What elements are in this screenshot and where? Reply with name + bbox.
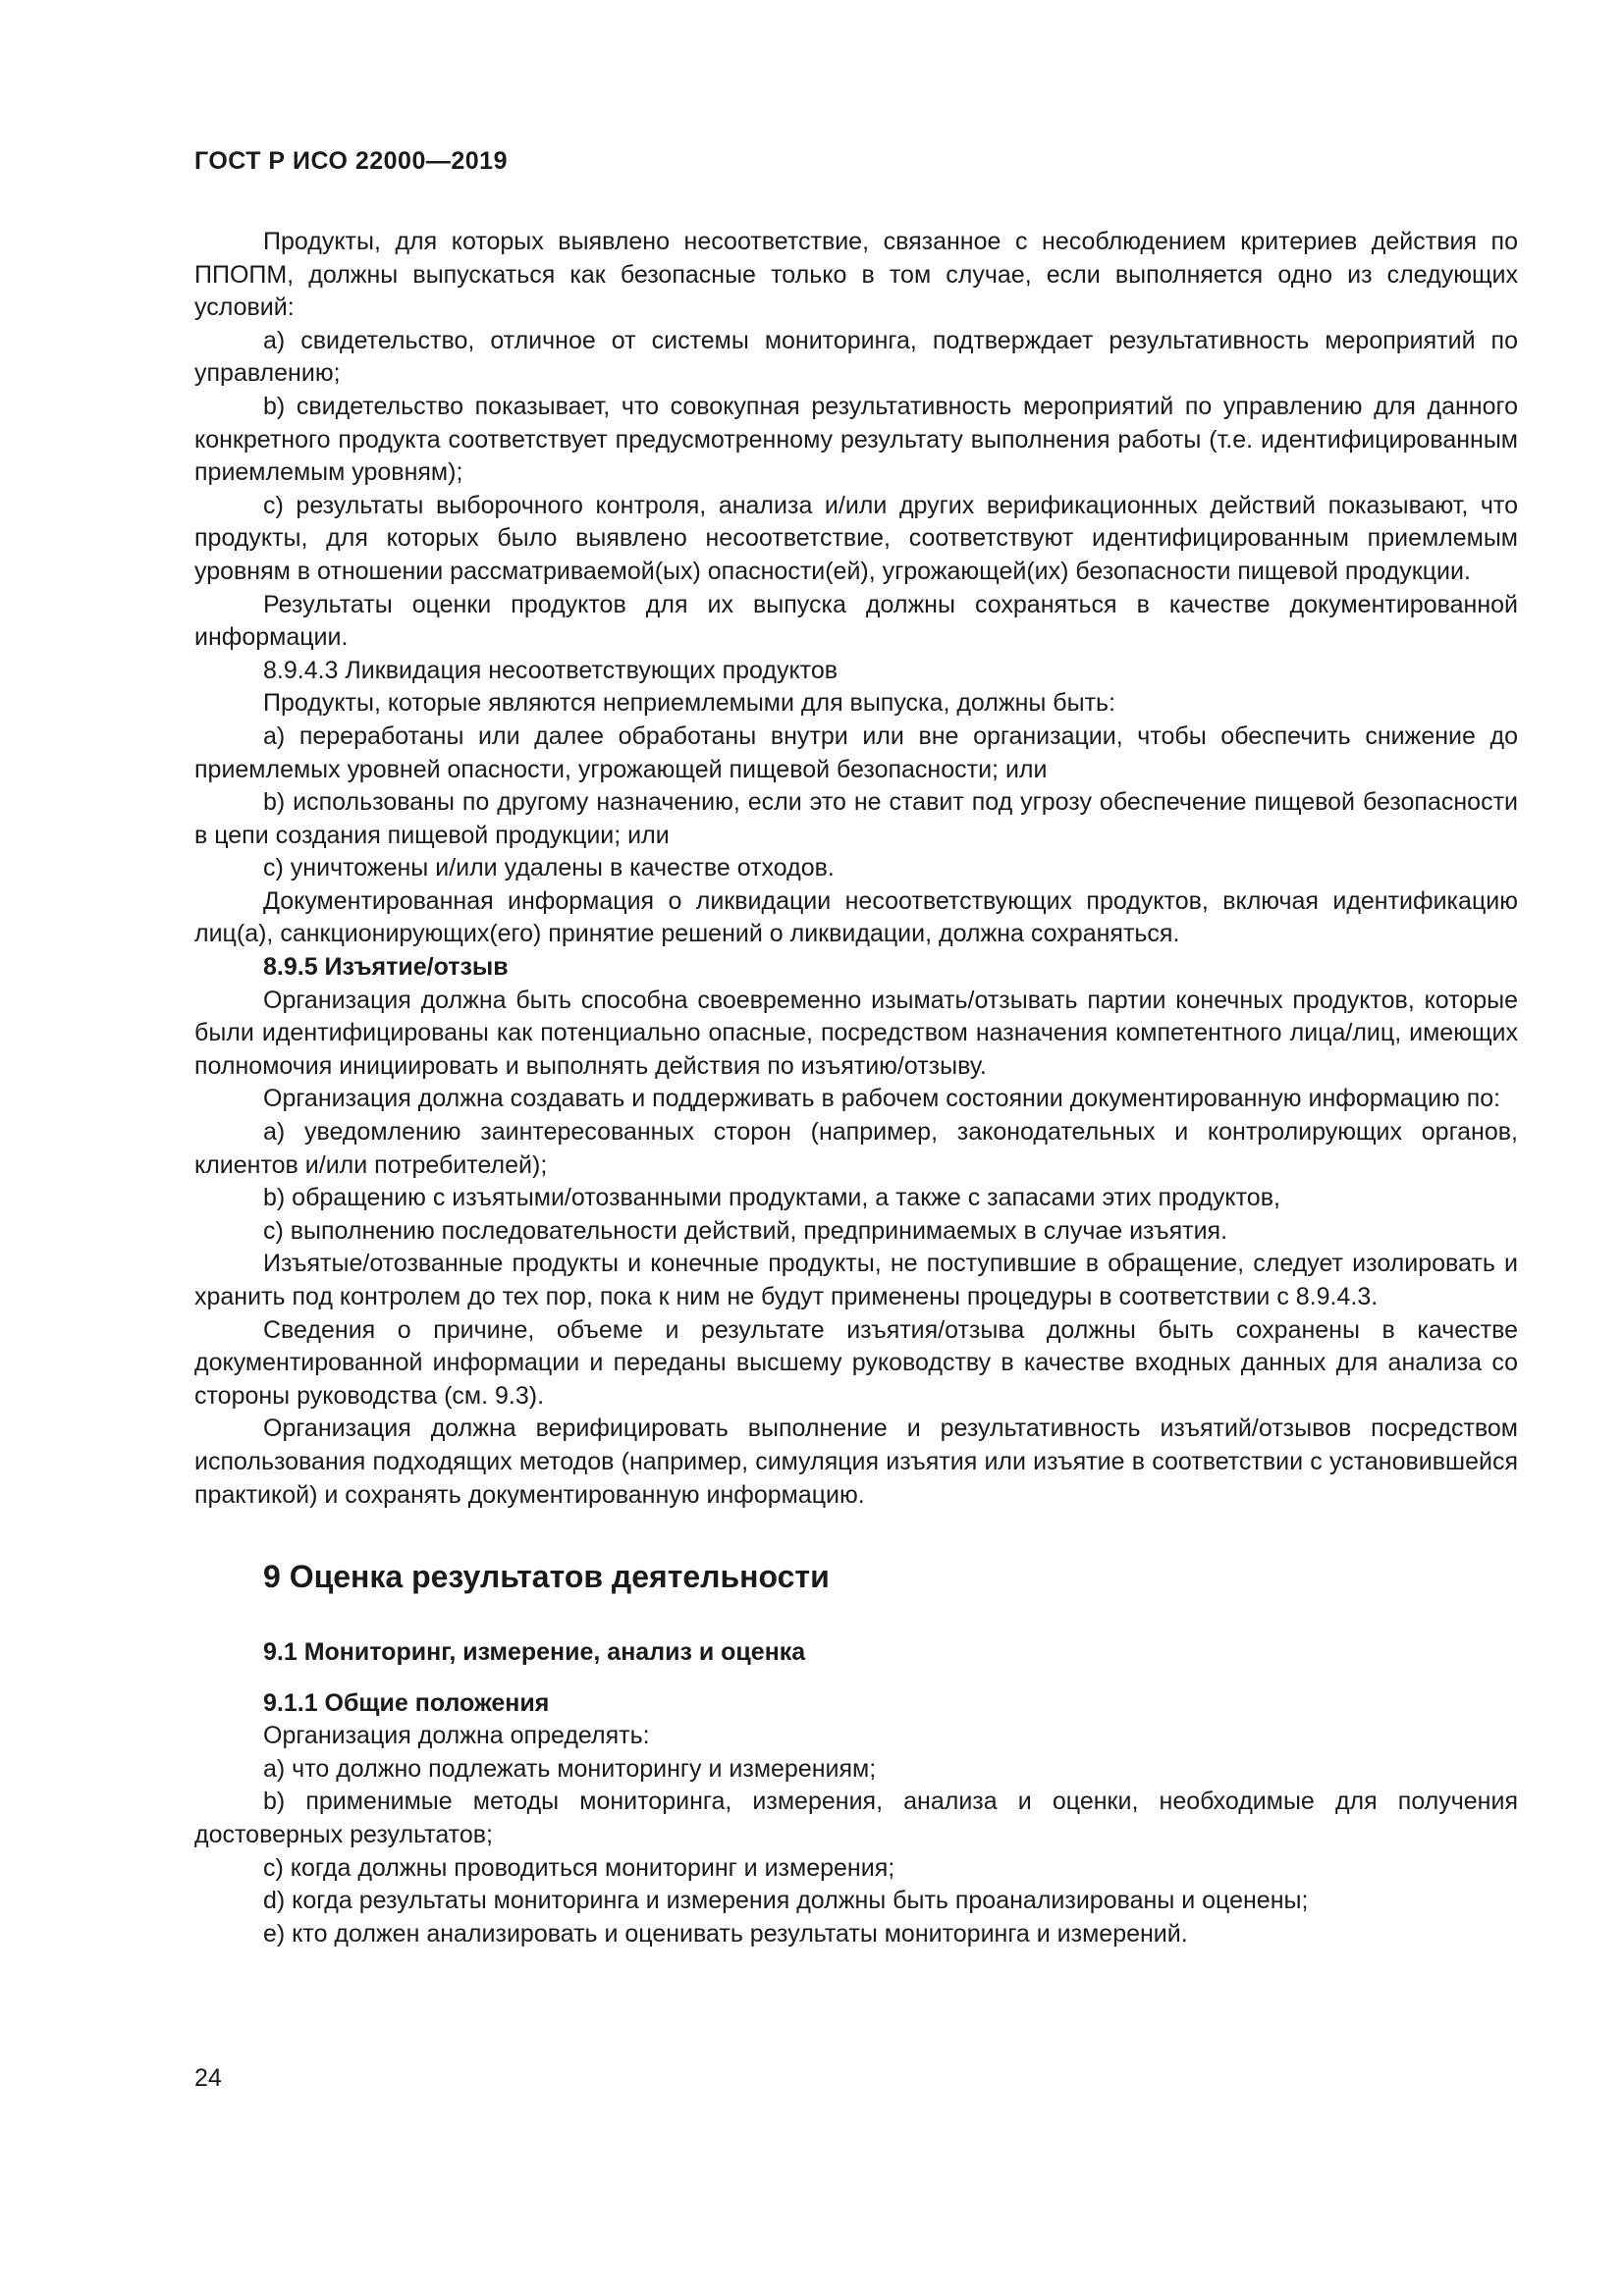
list-item: c) результаты выборочного контроля, анализа и/или других верификационных действий показывают, что продукты, для которых было выявлено несоответствие, соответствуют идентифицированным приемлемым уровням в отношении рассматриваемой(ых) опасности(ей), угрожающей(их) безопасности пищевой продукции. <box>194 491 1518 585</box>
list-item: a) переработаны или далее обработаны внутри или вне организации, чтобы обеспечить снижение до приемлемых уровней опасности, угрожающей пищевой безопасности; или <box>194 721 1518 783</box>
paragraph: Организация должна создавать и поддерживать в рабочем состоянии документированную информацию по: <box>263 1085 1501 1113</box>
paragraph: Результаты оценки продуктов для их выпуска должны сохраняться в качестве документированной информации. <box>194 590 1518 652</box>
list-item: d) когда результаты мониторинга и измерения должны быть проанализированы и оценены; <box>263 1887 1309 1915</box>
list-item: a) уведомлению заинтересованных сторон (например, законодательных и контролирующих органов, клиентов и/или потребителей); <box>194 1118 1518 1179</box>
section-8-9-5-heading: 8.9.5 Изъятие/отзыв <box>263 953 509 982</box>
paragraph: Организация должна определять: <box>263 1722 650 1750</box>
paragraph: Документированная информация о ликвидации несоответствующих продуктов, включая идентификацию лиц(а), санкционирующих(его) принятие решений о ликвидации, должна сохраняться. <box>194 886 1518 948</box>
section-9-1-1-heading: 9.1.1 Общие положения <box>263 1689 550 1718</box>
list-item: c) уничтожены и/или удалены в качестве отходов. <box>263 854 835 882</box>
list-item: b) свидетельство показывает, что совокупная результативность мероприятий по управлению для данного конкретного продукта соответствует предусмотренному результату выполнения работы (т.е. идентифицированным приемлемым уровням); <box>194 392 1518 487</box>
paragraph: Организация должна верифицировать выполнение и результативность изъятий/отзывов посредством использования подходящих методов (например, симуляция изъятия или изъятие в соответствии с установившейся практикой) и сохранять документированную информацию. <box>194 1415 1518 1509</box>
document-header: ГОСТ Р ИСО 22000—2019 <box>194 147 508 175</box>
subsection-heading: 8.9.4.3 Ликвидация несоответствующих продуктов <box>263 656 839 684</box>
paragraph: Продукты, которые являются неприемлемыми для выпуска, должны быть: <box>263 689 1116 718</box>
list-item: c) выполнению последовательности действий, предпринимаемых в случае изъятия. <box>263 1216 1228 1245</box>
list-item: a) свидетельство, отличное от системы мониторинга, подтверждает результативность мероприятий по управлению; <box>194 326 1518 388</box>
section-9-heading: 9 Оценка результатов деятельности <box>263 1559 830 1595</box>
list-item: c) когда должны проводиться мониторинг и измерения; <box>263 1853 895 1882</box>
paragraph: Продукты, для которых выявлено несоответствие, связанное с несоблюдением критериев действия по ППОПМ, должны выпускаться как безопасные только в том случае, если выполняется одно из следующих условий: <box>194 228 1518 322</box>
page-number: 24 <box>194 2064 222 2092</box>
list-item: b) применимые методы мониторинга, измерения, анализа и оценки, необходимые для получения достоверных результатов; <box>194 1788 1518 1848</box>
list-item: e) кто должен анализировать и оценивать результаты мониторинга и измерений. <box>263 1919 1188 1948</box>
document-body <box>194 226 1518 1950</box>
paragraph: Изъятые/отозванные продукты и конечные продукты, не поступившие в обращение, следует изолировать и хранить под контролем до тех пор, пока к ним не будут применены процедуры в соответствии с 8.9.4.3. <box>194 1250 1518 1310</box>
list-item: b) обращению с изъятыми/отозванными продуктами, а также с запасами этих продуктов, <box>263 1184 1280 1212</box>
paragraph: Сведения о причине, объеме и результате изъятия/отзыва должны быть сохранены в качестве документированной информации и переданы высшему руководству в качестве входных данных для анализа со стороны руководства (см. 9.3). <box>194 1315 1518 1410</box>
section-9-1-heading: 9.1 Мониторинг, измерение, анализ и оценка <box>263 1638 806 1667</box>
paragraph: Организация должна быть способна своевременно изымать/отзывать партии конечных продуктов, которые были идентифицированы как потенциально опасные, посредством назначения компетентного лица/лиц, имеющих полномочия инициировать и выполнять действия по изъятию/отзыву. <box>194 986 1518 1080</box>
list-item: a) что должно подлежать мониторингу и измерениям; <box>263 1754 877 1783</box>
list-item: b) использованы по другому назначению, если это не ставит под угрозу обеспечение пищевой безопасности в цепи создания пищевой продукции; или <box>194 788 1518 849</box>
